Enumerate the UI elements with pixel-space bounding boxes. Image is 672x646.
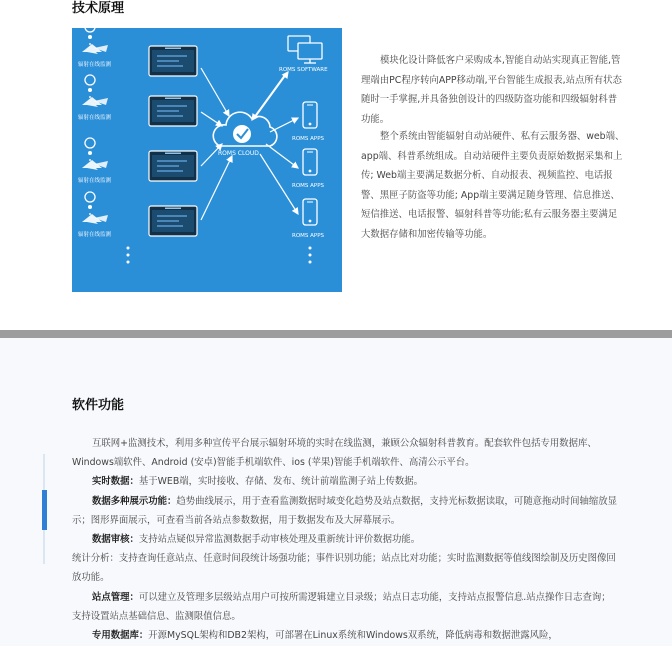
feature-label: 实时数据： xyxy=(92,476,139,488)
feature-item xyxy=(72,588,618,626)
feature-text: 开源MySQL架构和DB2架构，可部署在Linux系统和Windows双系统，降低病毒和数据泄露风险， xyxy=(148,630,558,642)
section-title-software: 软件功能 xyxy=(72,398,125,413)
feature-text: 统计分析：支持查询任意站点、任意时间段统计场强功能；事件识别功能；站点比对功能；实时监测数据等值线图绘制及历史图像回放功能。 xyxy=(72,553,616,584)
intro-paragraph: 互联网+监测技术，利用多种宣传平台展示辐射环境的实时在线监测，兼顾公众辐射科普教育。配套软件包括专用数据库、Windows端软件、Android (安卓)智能手机端软件、ios (苹果)智能手机端软件、高清公示平台。 xyxy=(72,438,597,469)
system-architecture-diagram xyxy=(72,28,342,292)
software-functions-section xyxy=(0,338,672,646)
station-3 xyxy=(78,138,197,184)
station-label-4: 辐射在线监测 xyxy=(78,232,112,238)
feature-text: 趋势曲线展示，用于查看监测数据时域变化趋势及站点数据，支持光标数据读取，可随意拖动时间轴缩放显示；图形界面展示，可查看当前各站点参数数据，用于数据发布及大屏幕展示。 xyxy=(72,495,618,526)
architecture-svg xyxy=(72,28,342,292)
feature-item xyxy=(72,626,618,645)
phone-app-1 xyxy=(292,102,325,142)
section-divider xyxy=(0,330,672,338)
accent-block xyxy=(42,490,47,530)
software-functions-body xyxy=(72,434,618,645)
cloud-icon xyxy=(213,112,277,157)
feature-text: 基于WEB端，实时接收、存储、发布、统计前端监测子站上传数据。 xyxy=(138,476,424,488)
station-4 xyxy=(78,192,197,238)
feature-label: 站点管理： xyxy=(92,591,139,603)
technology-paragraph-1: 模块化设计降低客户采购成本,智能自动站实现真正智能,管理端由PC程序转向APP移动端,平台智能生成报表,站点所有状态随时一手掌握,并具备独创设计的四级防盗功能和四级辐射科普功能。 xyxy=(361,55,622,125)
feature-text: 可以建立及管理多层级站点用户可按所需逻辑建立目录级；站点日志功能，支持站点报警信息.站点操作日志查询；支持设置站点基础信息、监测限值信息。 xyxy=(72,591,611,622)
station-2 xyxy=(78,75,197,126)
cloud-label: ROMS CLOUD xyxy=(218,150,259,157)
apps-label-1: ROMS APPS xyxy=(292,136,325,142)
feature-item xyxy=(72,492,618,530)
feature-text: 支持站点疑似异常监测数据手动审核处理及重新统计评价数据功能。 xyxy=(138,534,421,546)
section-title-technology: 技术原理 xyxy=(72,1,125,16)
feature-item xyxy=(72,472,618,491)
station-label-2: 辐射在线监测 xyxy=(78,115,112,121)
station-1 xyxy=(78,28,197,76)
feature-label: 专用数据库： xyxy=(92,630,149,642)
station-label-1: 辐射在线监测 xyxy=(78,62,112,68)
apps-label-3: ROMS APPS xyxy=(292,233,325,239)
feature-item xyxy=(72,549,618,587)
phone-app-3 xyxy=(292,199,325,239)
apps-label-2: ROMS APPS xyxy=(292,183,325,189)
more-apps-dots xyxy=(309,247,312,264)
feature-label: 数据审核： xyxy=(92,534,139,546)
desktop-computers-icon xyxy=(279,36,328,73)
feature-label: 数据多种展示功能： xyxy=(92,495,177,507)
phone-app-2 xyxy=(292,149,325,189)
feature-item xyxy=(72,530,618,549)
software-label: ROMS SOFTWARE xyxy=(279,67,328,73)
station-label-3: 辐射在线监测 xyxy=(78,178,112,184)
more-stations-dots xyxy=(127,247,130,264)
technology-paragraph-2: 整个系统由智能辐射自动站硬件、私有云服务器、web端、app端、科普系统组成。自动站硬件主要负责原始数据采集和上传; Web端主要满足数据分析、自动报表、视频监控、电话报警、黑匣子防盗等功能; App端主要满足随身管理、信息推送、短信推送、电话报警、辐射科普等功能;私有云服务器主要满足大数据存储和加密传输等功能。 xyxy=(361,131,625,240)
